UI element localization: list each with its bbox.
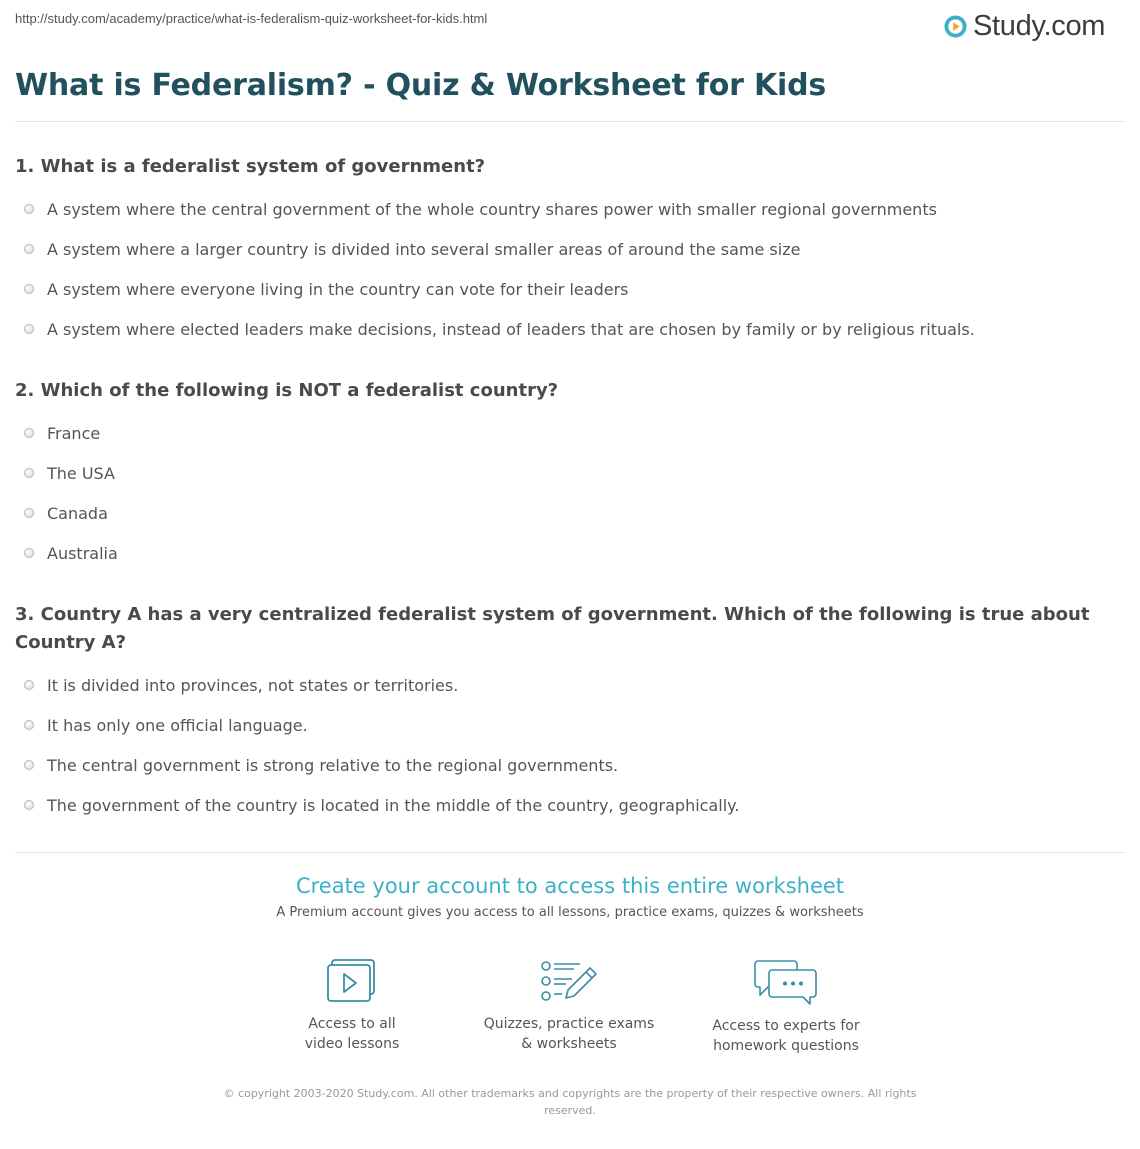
answer-option[interactable] [15,269,1095,309]
play-circle-icon [944,15,967,38]
answer-option[interactable] [15,745,1095,785]
answer-option[interactable] [15,533,1095,573]
radio-button[interactable] [24,324,34,334]
radio-button[interactable] [24,468,34,478]
answer-label: Canada [47,503,108,523]
answer-list [15,665,1095,825]
answer-label: Australia [47,543,118,563]
logo-text: Study.com [973,9,1106,42]
title-divider [15,121,1125,122]
quiz-checklist-icon [540,958,598,1004]
video-play-icon [326,958,378,1004]
answer-option[interactable] [15,189,1095,229]
radio-button[interactable] [24,284,34,294]
question-text: 1. What is a federalist system of government? [15,156,486,177]
feature-label-line2: & worksheets [521,1036,617,1052]
radio-button[interactable] [24,204,34,214]
answer-option[interactable] [15,493,1095,533]
copyright-text: © copyright 2003-2020 Study.com. All other trademarks and copyrights are the property of their respective owners. All rights reserved. [223,1087,917,1117]
question-text: 2. Which of the following is NOT a federalist country? [15,380,559,401]
study-logo[interactable] [944,6,1105,46]
answer-option[interactable] [15,413,1095,453]
cta-subtitle: A Premium account gives you access to all lessons, practice exams, quizzes & worksheets [276,905,864,920]
copyright-footer [0,1085,1140,1119]
feature-video-lessons [252,958,452,1054]
radio-button[interactable] [24,760,34,770]
answer-label: The USA [47,463,115,483]
feature-label-line1: Access to experts for [712,1018,860,1034]
answer-option[interactable] [15,453,1095,493]
feature-label-line1: Quizzes, practice exams [483,1016,655,1032]
answer-label: It has only one official language. [47,715,308,735]
answer-list [15,189,1095,349]
question-2 [15,377,1095,573]
feature-label-line2: video lessons [304,1036,400,1052]
radio-button[interactable] [24,800,34,810]
radio-button[interactable] [24,548,34,558]
feature-quizzes [469,958,669,1054]
feature-label-line2: homework questions [713,1038,859,1054]
answer-option[interactable] [15,785,1095,825]
answer-label: A system where elected leaders make decisions, instead of leaders that are chosen by family or by religious rituals. [47,319,975,339]
radio-button[interactable] [24,508,34,518]
answer-list [15,413,1095,573]
answer-option[interactable] [15,229,1095,269]
cta-divider [15,852,1125,853]
answer-label: A system where everyone living in the country can vote for their leaders [47,279,629,299]
answer-option[interactable] [15,705,1095,745]
answer-option[interactable] [15,309,1095,349]
answer-label: A system where the central government of the whole country shares power with smaller regional governments [47,199,937,219]
radio-button[interactable] [24,720,34,730]
answer-label: The central government is strong relative to the regional governments. [47,755,619,775]
question-3 [15,601,1095,825]
chat-bubbles-icon [754,958,818,1006]
feature-label-line1: Access to all [308,1016,396,1032]
page-title: What is Federalism? - Quiz & Worksheet for Kids [15,68,827,103]
answer-label: France [47,423,101,443]
question-text: 3. Country A has a very centralized federalist system of government. Which of the following is true about Country A? [15,604,1090,653]
answer-label: It is divided into provinces, not states or territories. [47,675,459,695]
answer-label: The government of the country is located in the middle of the country, geographically. [47,795,740,815]
question-1 [15,153,1095,349]
radio-button[interactable] [24,428,34,438]
answer-option[interactable] [15,665,1095,705]
radio-button[interactable] [24,244,34,254]
create-account-link[interactable]: Create your account to access this entire worksheet [295,874,845,898]
radio-button[interactable] [24,680,34,690]
answer-label: A system where a larger country is divided into several smaller areas of around the same size [47,239,801,259]
page-url: http://study.com/academy/practice/what-is-federalism-quiz-worksheet-for-kids.html [15,11,488,26]
feature-experts [686,958,886,1056]
